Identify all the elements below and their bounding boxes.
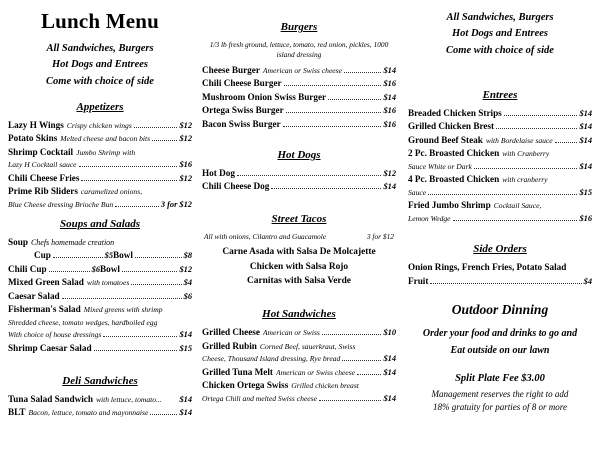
chili-cup	[8, 264, 100, 274]
dot-leader	[152, 140, 177, 141]
chili-cup-price: $6	[91, 264, 100, 274]
chili-price-row	[8, 264, 192, 274]
menu-item	[408, 108, 592, 118]
menu-item	[202, 65, 396, 75]
item-name: Bacon Swiss Burger	[202, 118, 281, 129]
side-orders-line: Onion Rings, French Fries, Potato Salad	[408, 261, 567, 272]
item-name: Hot Dog	[202, 167, 235, 178]
section-heading-deli: Deli Sandwiches	[62, 374, 138, 387]
item-price: $14	[383, 393, 396, 403]
item-name: Chili Cheese Burger	[202, 78, 282, 89]
menu-item: Chicken with Salsa Rojo	[249, 261, 349, 272]
section-heading-burgers: Burgers	[280, 21, 318, 33]
bowl-label: Bowl	[113, 250, 133, 261]
dot-leader	[342, 360, 381, 361]
page-title: Lunch Menu	[40, 9, 160, 33]
item-name: Fisherman's Salad	[8, 304, 81, 315]
item-desc: American or Swiss	[262, 328, 320, 338]
menu-item	[8, 291, 192, 301]
item-name: Grilled Tuna Melt	[202, 366, 273, 377]
dot-leader	[453, 220, 578, 221]
menu-item-continuation	[8, 160, 192, 169]
menu-item-continuation	[408, 162, 592, 171]
item-name: Ground Beef Steak	[408, 134, 483, 145]
soup-bowl	[113, 250, 192, 260]
item-desc: Cocktail Sauce,	[493, 201, 542, 211]
dot-leader	[430, 283, 581, 284]
item-price: $16	[179, 160, 192, 170]
item-price: $14	[579, 161, 592, 171]
right-column	[402, 4, 600, 472]
split-plate-fee-heading: Split Plate Fee $3.00	[455, 372, 545, 384]
item-name: Grilled Chicken Brest	[408, 121, 495, 132]
soup-label: Soup	[8, 236, 28, 247]
gratuity-note-line-1: Management reserves the right to add	[431, 388, 569, 399]
item-desc-cont: Lazy H Cocktail sauce	[8, 160, 77, 170]
menu-item-continuation	[202, 354, 396, 363]
item-price: $15	[579, 187, 592, 197]
item-desc-cont: Ortega Chili and melted Swiss cheese	[202, 393, 317, 403]
soup-cup	[8, 250, 113, 260]
item-desc: with Cranberry	[502, 149, 550, 159]
tagline-line-2: Hot Dogs and Entrees	[452, 28, 548, 40]
tacos-note: All with onions, Cilantro and Guacamole	[204, 232, 327, 242]
item-desc: Corned Beef, sauerkraut, Swiss	[259, 341, 356, 351]
chili-cup-label: Chili Cup	[8, 263, 47, 274]
item-name: BLT	[8, 407, 26, 418]
menu-item	[8, 277, 192, 287]
dot-leader	[286, 112, 382, 113]
item-price: $4	[583, 276, 592, 286]
item-price: $12	[179, 134, 192, 144]
dot-leader	[134, 127, 178, 128]
menu-item	[202, 168, 396, 178]
item-price: $16	[383, 106, 396, 116]
menu-item	[408, 135, 592, 145]
gratuity-note-line-2: 18% gratuity for parties of 8 or more	[433, 401, 567, 412]
dot-leader	[122, 271, 178, 272]
item-name: Cheese Burger	[202, 64, 260, 75]
menu-item-continuation	[8, 330, 192, 339]
dot-leader	[474, 168, 578, 169]
tagline-left	[8, 41, 192, 90]
section-heading-street-tacos: Street Tacos	[271, 213, 327, 226]
dot-leader	[135, 257, 182, 258]
item-price: $14	[383, 367, 396, 377]
menu-item	[202, 341, 396, 351]
item-desc: caramelized onions,	[80, 187, 143, 197]
menu-item	[408, 174, 592, 184]
menu-item	[8, 394, 192, 404]
item-price: $4	[183, 278, 192, 288]
menu-item	[8, 120, 192, 130]
dot-leader	[283, 126, 382, 127]
item-desc: American or Swiss cheese	[275, 367, 356, 377]
cup-label: Cup	[34, 250, 51, 261]
menu-item	[202, 367, 396, 377]
item-desc-cont: Lemon Wedge	[408, 213, 451, 223]
menu-item-continuation	[408, 214, 592, 223]
item-price: $10	[383, 328, 396, 338]
item-desc-cont: With choice of house dressings	[8, 330, 102, 340]
menu-item-continuation	[408, 188, 592, 197]
item-name: Ortega Swiss Burger	[202, 105, 284, 116]
item-desc: Bacon, lettuce, tomato and mayonnaise	[28, 408, 149, 418]
item-desc-cont: Blue Cheese dressing Brioche Bun	[8, 199, 114, 209]
dot-leader	[131, 284, 181, 285]
dot-leader	[504, 115, 578, 116]
dot-leader	[115, 206, 159, 207]
dot-leader	[271, 188, 381, 189]
section-heading-side-orders: Side Orders	[473, 242, 527, 255]
menu-item	[202, 119, 396, 129]
menu-item: Carnitas with Salsa Verde	[247, 276, 351, 287]
menu-item-continuation	[8, 318, 192, 327]
menu-item-continuation	[8, 200, 192, 209]
item-name: 2 Pc. Broasted Chicken	[408, 148, 500, 159]
burgers-note: 1/3 lb fresh ground, lettuce, tomato, red onion, pickles, 1000 island dressing	[209, 40, 389, 59]
item-price: $14	[179, 394, 192, 404]
item-price: $14	[383, 92, 396, 102]
menu-item	[8, 147, 192, 157]
menu-item	[8, 304, 192, 314]
chili-bowl-price: $12	[179, 264, 192, 274]
item-name: Prime Rib Sliders	[8, 186, 78, 197]
section-heading-hot-dogs: Hot Dogs	[277, 148, 321, 161]
item-price: $12	[179, 173, 192, 183]
item-desc: Melted cheese and bacon bits	[60, 134, 151, 144]
tagline-line-3: Come with choice of side	[46, 75, 154, 87]
item-name: Tuna Salad Sandwich	[8, 393, 93, 404]
outdoor-dinning-line-1: Order your food and drinks to go and	[422, 327, 578, 339]
item-price: $14	[179, 330, 192, 340]
menu-item	[202, 78, 396, 88]
item-price: $14	[579, 135, 592, 145]
tagline-right	[408, 10, 592, 59]
menu-item-continuation	[202, 394, 396, 403]
cup-price: $5	[104, 251, 113, 261]
section-heading-entrees: Entrees	[482, 88, 518, 101]
tagline-line-1: All Sandwiches, Burgers	[46, 43, 154, 54]
soup-line	[8, 237, 192, 247]
dot-leader	[322, 334, 382, 335]
menu-item	[408, 276, 592, 286]
item-name: Caesar Salad	[8, 290, 60, 301]
item-desc: with Bordelaise sauce	[485, 135, 553, 145]
dot-leader	[237, 175, 382, 176]
item-price: $12	[179, 120, 192, 130]
item-desc-cont: Cheese, Thousand Island dressing, Rye bread	[202, 354, 341, 364]
dot-leader	[150, 414, 177, 415]
item-name: Potato Skins	[8, 133, 58, 144]
tagline-line-2: Hot Dogs and Entrees	[52, 59, 148, 71]
item-desc: Jumbo Shrimp with	[76, 147, 136, 157]
item-desc: Mixed greens with shrimp	[83, 305, 163, 315]
outdoor-dinning-line-2: Eat outside on our lawn	[450, 344, 550, 356]
item-name: Grilled Cheese	[202, 327, 260, 338]
tagline-line-1: All Sandwiches, Burgers	[446, 12, 554, 23]
item-desc-cont: Shredded cheese, tomato wedges, hardboiled egg	[8, 317, 158, 327]
item-desc: with cranberry	[502, 175, 548, 185]
dot-leader	[62, 298, 182, 299]
menu-item	[202, 327, 396, 337]
section-heading-hot-sandwiches: Hot Sandwiches	[262, 308, 336, 321]
dot-leader	[357, 374, 381, 375]
item-price: $12	[383, 168, 396, 178]
menu-item	[202, 105, 396, 115]
item-price: $14	[383, 354, 396, 364]
dot-leader	[496, 128, 577, 129]
item-name: Mixed Green Salad	[8, 277, 84, 288]
item-name: Fruit	[408, 275, 429, 286]
dot-leader	[49, 271, 90, 272]
menu-item	[202, 92, 396, 102]
menu-item	[408, 121, 592, 131]
item-name: Shrimp Cocktail	[8, 146, 74, 157]
dot-leader	[53, 257, 103, 258]
chili-bowl-label: Bowl	[100, 263, 120, 274]
dot-leader	[79, 166, 178, 167]
menu-item	[8, 343, 192, 353]
item-price: 3 for $12	[160, 199, 192, 209]
left-column	[0, 4, 198, 472]
item-desc: with tomatoes	[86, 278, 130, 288]
tagline-line-3: Come with choice of side	[446, 44, 554, 56]
menu-item: Carne Asada with Salsa De Molcajette	[222, 247, 376, 258]
item-name: Mushroom Onion Swiss Burger	[202, 91, 327, 102]
item-name: Grilled Rubin	[202, 340, 257, 351]
item-price: $16	[579, 213, 592, 223]
item-name: 4 Pc. Broasted Chicken	[408, 174, 500, 185]
item-name: Fried Jumbo Shrimp	[408, 200, 491, 211]
menu-item	[8, 173, 192, 183]
item-name: Lazy H Wings	[8, 119, 64, 130]
item-price: $14	[579, 122, 592, 132]
chili-bowl	[100, 264, 192, 274]
menu-item	[8, 133, 192, 143]
item-desc: Crispy chicken wings	[66, 120, 132, 130]
dot-leader	[284, 85, 382, 86]
menu-item	[202, 380, 396, 390]
item-desc: with lettuce, tomato...	[95, 394, 162, 404]
section-heading-soups-salads: Soups and Salads	[59, 217, 141, 230]
item-price: $14	[383, 182, 396, 192]
menu-item	[8, 407, 192, 417]
item-desc: Grilled chicken breast	[291, 381, 359, 391]
item-price: $16	[383, 119, 396, 129]
item-name: Chili Cheese Dog	[202, 181, 270, 192]
soup-price-row	[8, 250, 192, 260]
section-heading-appetizers: Appetizers	[76, 100, 124, 113]
item-price: $14	[179, 408, 192, 418]
item-price: $15	[179, 343, 192, 353]
item-price: $6	[183, 291, 192, 301]
dot-leader	[81, 180, 177, 181]
outdoor-dinning-heading: Outdoor Dinning	[451, 301, 549, 317]
item-price: $16	[383, 79, 396, 89]
dot-leader	[344, 72, 381, 73]
item-desc-cont: Sauce	[408, 187, 427, 197]
soup-desc: Chefs homemade creation	[30, 237, 115, 247]
dot-leader	[94, 350, 178, 351]
item-price: $14	[579, 108, 592, 118]
item-name: Shrimp Caesar Salad	[8, 342, 92, 353]
bowl-price: $8	[183, 251, 192, 261]
tacos-note-price: 3 for $12	[366, 232, 394, 242]
menu-item	[202, 181, 396, 191]
dot-leader	[328, 99, 381, 100]
menu-item	[408, 200, 592, 210]
dot-leader	[319, 400, 381, 401]
item-desc-cont: Sauce White or Dark	[408, 161, 472, 171]
dot-leader	[555, 142, 578, 143]
dot-leader	[428, 194, 577, 195]
item-name: Breaded Chicken Strips	[408, 107, 502, 118]
menu-item	[408, 148, 592, 158]
tacos-note-row	[202, 232, 396, 241]
item-name: Chili Cheese Fries	[8, 172, 80, 183]
middle-column	[198, 4, 402, 472]
dot-leader	[103, 336, 177, 337]
item-name: Chicken Ortega Swiss	[202, 380, 289, 391]
item-desc: American or Swiss cheese	[262, 65, 343, 75]
menu-item	[8, 186, 192, 196]
item-price: $14	[383, 65, 396, 75]
